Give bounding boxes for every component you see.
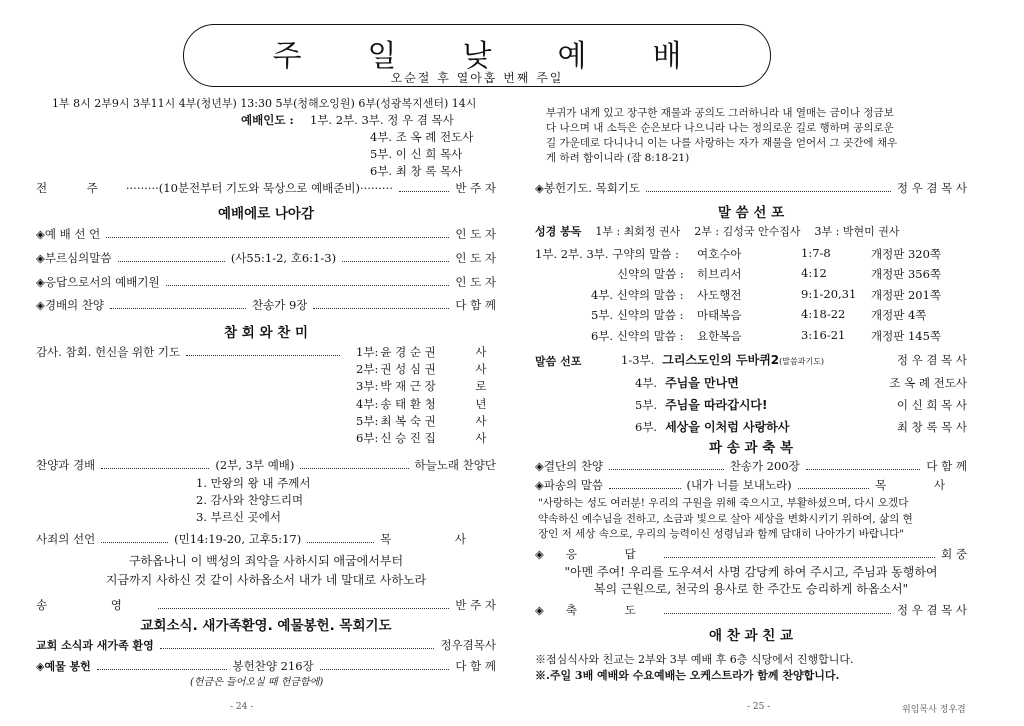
sending-text: "사랑하는 성도 여러분! 우리의 구원을 위해 죽으시고, 부활하셨으며, 다시 오겠다 약속하신 예수님을 전하고, 소금과 빛으로 살아 세상을 변화시키기 위하여, 삶의 현 장인 저 세상 속으로, 우리의 능력이신 성령님과 함께 담대히 나아가기 바랍니다" [538, 497, 913, 540]
praise-row [36, 457, 496, 473]
offering-by: 다 함 께 [455, 659, 496, 673]
prelude-label: 전 주 [36, 181, 116, 195]
leaders-label: 예배인도 : [241, 113, 294, 127]
praise-songs [196, 475, 310, 526]
news-row [36, 637, 496, 653]
prayer-person: 1부 : 윤 경 순 권 사 [356, 345, 487, 359]
title-char: 일 [367, 39, 397, 74]
note-line: ※점심식사와 친교는 2부와 3부 예배 후 6층 식당에서 진행합니다. [535, 653, 854, 666]
sermon-row: 6부. 세상을 이처럼 사랑하사 최 창 록 목 사 [635, 420, 967, 434]
praise-label: 찬양과 경배 [36, 458, 96, 472]
title-char: 주 [272, 39, 302, 74]
sermon-label: 말씀 선포 [535, 355, 582, 368]
prelude-row [36, 180, 496, 196]
decision-hymn: 찬송가 200장 [729, 459, 800, 473]
doxology-label: 송 영 [36, 598, 152, 612]
praise-song: 2. 감사와 찬양드리며 [196, 493, 304, 507]
calling-words-ref: (사55:1-2, 호6:1-3) [230, 251, 337, 265]
benediction-by: 정 우 겸 목 사 [896, 603, 967, 617]
offering-row [36, 658, 496, 674]
absolution-label: 사죄의 선언 [36, 532, 96, 546]
praise-by: 하늘노래 찬양단 [414, 458, 497, 472]
praise-song: 1. 만왕의 왕 내 주께서 [196, 476, 311, 490]
offering-note: (헌금은 들어오실 때 헌금함에) [190, 677, 324, 688]
prayer-person: 3부 : 박 재 근 장 로 [356, 379, 487, 394]
title-banner [183, 24, 771, 87]
service-subtitle: 오순절 후 열아홉 번째 주일 [390, 71, 564, 85]
praise-song: 3. 부르신 곳에서 [196, 510, 281, 524]
doxology-by: 반 주 자 [455, 598, 496, 612]
call-by: 인 도 자 [455, 227, 496, 241]
doxology-row [36, 597, 496, 613]
news-label: 교회 소식과 새가족 환영 [36, 639, 154, 652]
scripture-row: 신약의 말씀 : 히브리서 4:12 개정판 356쪽 [617, 266, 942, 281]
hymn-label: ◈경배의 찬양 [36, 298, 105, 312]
section-heading: 예배에로 나아감 [218, 206, 314, 222]
hymn-number: 찬송가 9장 [252, 298, 308, 312]
offering-prayer-label: ◈봉헌기도. 목회기도 [535, 181, 641, 195]
response-by: 회 중 [941, 547, 967, 561]
offering-prayer-by: 정 우 겸 목 사 [896, 181, 967, 195]
reader: 2부 : 김성국 안수집사 [694, 225, 801, 238]
calling-words-row [36, 250, 496, 266]
title-char: 낮 [462, 39, 492, 74]
prelude-by: 반 주 자 [455, 181, 496, 195]
leader-line: 5부. 이 신 희 목사 [370, 147, 463, 161]
fellowship-notes [535, 652, 854, 684]
scripture-row: 5부. 신약의 말씀 : 마태복음 4:18-22 개정판 4쪽 [591, 307, 927, 322]
sending-label: ◈파송의 말씀 [535, 478, 604, 492]
response-label: ◈응 답 [535, 547, 658, 561]
sending-row [535, 477, 967, 493]
note-line: ※.주일 3배 예배와 수요예배는 오케스트라가 함께 찬양합니다. [535, 669, 840, 682]
sending-note: (내가 너를 보내노라) [686, 478, 792, 492]
offering-hymn: 봉헌찬양 216장 [232, 659, 314, 673]
decision-row [535, 458, 967, 474]
calling-words-label: ◈부르심의말씀 [36, 251, 112, 265]
news-by: 정우겸목사 [440, 638, 496, 652]
prelude-note: ·········(10분전부터 기도와 묵상으로 예배준비)········· [125, 181, 393, 195]
reading-label: 성경 봉독 [535, 225, 582, 238]
scripture-row: 1부. 2부. 3부. 구약의 말씀 : 여호수아 1:7-8 개정판 320쪽 [535, 246, 942, 261]
hymn-by: 다 함 께 [455, 298, 497, 312]
offering-label: ◈예물 봉헌 [36, 660, 91, 673]
scripture-row: 6부. 신약의 말씀 : 요한복음 3:16-21 개정판 145쪽 [591, 328, 942, 343]
invocation-label: ◈응답으로서의 예배기원 [36, 275, 160, 289]
absolution-row [36, 531, 496, 547]
page-number: - 25 - [747, 702, 771, 712]
section-heading: 교회소식. 새가족환영. 예물봉헌. 목회기도 [140, 618, 392, 634]
absolution-by: 목 사 [380, 532, 496, 546]
readers-row [535, 223, 899, 239]
title-char: 배 [652, 39, 682, 74]
leader-line: 4부. 조 옥 례 전도사 [370, 130, 474, 144]
sending-by: 목 사 [875, 478, 968, 492]
page-number: - 24 - [230, 702, 254, 712]
benediction-label: ◈축 도 [535, 603, 658, 617]
absolution-ref: (민14:19-20, 고후5:17) [174, 532, 302, 546]
scripture-verse: 부귀가 내게 있고 장구한 재물과 공의도 그러하니라 내 열매는 금이나 정금보 다 나으며 내 소득은 순은보다 나으니라 나는 정의로운 길로 행하며 공의로운 길 가운데로 다니나니 이는 나를 사랑하는 자가 재물을 얻어서 그 곳간에 채우 게 하려 함이니라 (잠 8:18-21) [546, 107, 898, 164]
prayer-row [36, 344, 346, 360]
scripture-row: 4부. 신약의 말씀 : 사도행전 9:1-20,31 개정판 201쪽 [591, 287, 942, 302]
prayer-person: 4부 : 송 태 환 청 년 [356, 396, 487, 411]
sermon-row: 5부. 주님을 따라갑시다! 이 신 희 목 사 [635, 398, 967, 412]
prayer-label: 감사. 참회. 헌신을 위한 기도 [36, 345, 181, 359]
prayer-people [356, 344, 501, 447]
sermon-row: 1-3부. 그리스도인의 두바퀴2 (말씀과기도) 정 우 겸 목 사 [621, 353, 967, 367]
calling-words-by: 인 도 자 [455, 251, 497, 265]
pastor-credit: 위임목사 정우겸 [902, 705, 966, 715]
prayer-person: 5부 : 최 복 숙 권 사 [356, 413, 487, 428]
prayer-person: 6부 : 신 승 진 집 사 [356, 431, 487, 446]
title-char: 예 [557, 39, 587, 74]
hymn-row [36, 297, 496, 313]
section-heading: 파 송 과 축 복 [708, 440, 793, 456]
section-heading: 애 찬 과 친 교 [708, 628, 793, 644]
decision-label: ◈결단의 찬양 [535, 459, 604, 473]
decision-by: 다 함 께 [926, 459, 968, 473]
invocation-row [36, 274, 496, 290]
response-text: "아멘 주여! 우리를 도우셔서 사명 감당케 하여 주시고, 주님과 동행하여 복의 근원으로, 천국의 용사로 한 주간도 승리하게 하옵소서" [564, 565, 938, 596]
leader-line: 6부. 최 창 록 목사 [370, 164, 463, 178]
leader-line: 1부. 2부. 3부. 정 우 겸 목사 [310, 113, 454, 127]
praise-note: (2부, 3부 예배) [215, 458, 295, 472]
reader: 3부 : 박현미 권사 [814, 225, 900, 238]
sermon-row: 4부. 주님을 만나면 조 옥 례 전도사 [635, 376, 967, 390]
call-label: ◈예 배 선 언 [36, 227, 101, 241]
service-times: 1부 8시 2부9시 3부11시 4부(청년부) 13:30 5부(청해오잉원) 6부(성광복지센터) 14시 [52, 97, 477, 110]
section-heading: 참 회 와 찬 미 [223, 325, 308, 341]
benediction-row [535, 602, 967, 618]
absolution-text: 구하옵나니 이 백성의 죄악을 사하시되 애굽에서부터 지금까지 사하신 것 같이 사하옵소서 내가 네 말대로 사하노라 [105, 554, 427, 587]
section-heading: 말 씀 선 포 [717, 205, 785, 221]
call-row [36, 226, 496, 242]
invocation-by: 인 도 자 [455, 275, 496, 289]
prayer-person: 2부 : 권 성 심 권 사 [356, 362, 487, 377]
reader: 1부 : 최회정 권사 [595, 225, 681, 238]
response-row [535, 546, 967, 562]
offering-prayer-row [535, 180, 967, 196]
